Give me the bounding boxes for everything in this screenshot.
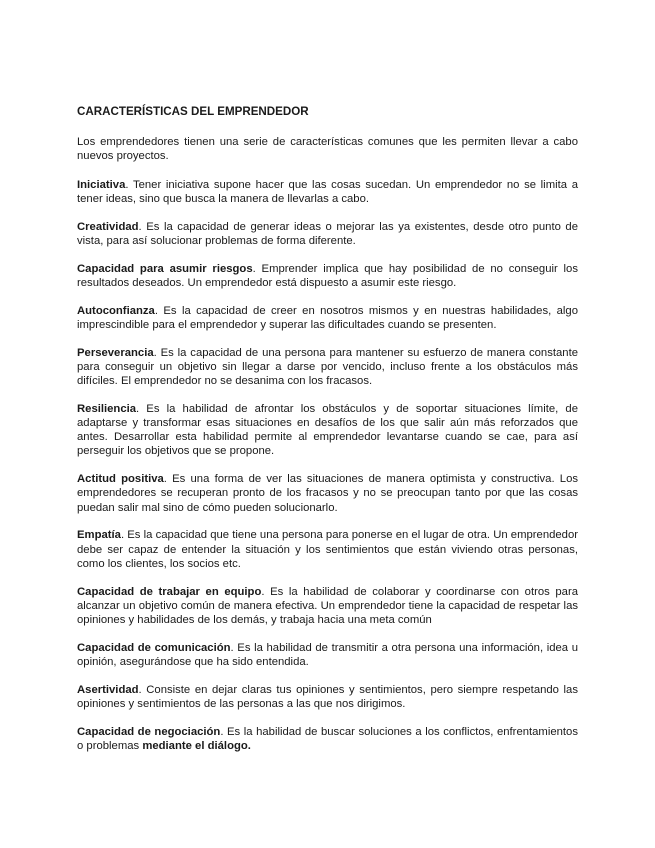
characteristic-empatia [77, 528, 578, 571]
term-description: . Es la capacidad de generar ideas o mejorar las ya existentes, desde otro punto de vista, para así solucionar problemas de forma diferente. [77, 220, 578, 247]
term-description: . Es la capacidad de creer en nosotros mismos y en nuestras habilidades, algo imprescindible para el emprendedor y superar las dificultades cuando se presenten. [77, 304, 578, 331]
characteristic-perseverancia [77, 346, 578, 389]
term-description: . Es la capacidad de una persona para mantener su esfuerzo de manera constante para conseguir un objetivo sin llegar a darse por vencido, incluso frente a los obstáculos más difíciles. El emprendedor no se desanima con los fracasos. [77, 346, 578, 388]
term-label: Resiliencia [77, 402, 137, 415]
term-label: Capacidad de comunicación [77, 641, 231, 654]
term-label: Capacidad para asumir riesgos [77, 262, 253, 275]
characteristic-negociacion [77, 725, 578, 753]
characteristic-asertividad [77, 683, 578, 711]
term-description: . Es la habilidad de colaborar y coordinarse con otros para alcanzar un objetivo común de manera efectiva. Un emprendedor tiene la capacidad de respetar las opiniones y habilidades de los demás, y trabaja hacia una meta común [77, 585, 578, 627]
term-label: Capacidad de trabajar en equipo [77, 585, 262, 598]
document-title: CARACTERÍSTICAS DEL EMPRENDEDOR [77, 105, 309, 118]
term-label: Asertividad [77, 683, 139, 696]
intro-paragraph: Los emprendedores tienen una serie de características comunes que les permiten llevar a cabo nuevos proyectos. [77, 136, 578, 163]
characteristic-trabajo-equipo [77, 585, 578, 628]
characteristic-iniciativa [77, 178, 578, 206]
document-page [77, 105, 578, 767]
term-description: . Tener iniciativa supone hacer que las cosas sucedan. Un emprendedor no se limita a tener ideas, sino que busca la manera de llevarlas a cabo. [77, 178, 578, 205]
term-emphasis: mediante el diálogo. [142, 740, 251, 753]
term-label: Empatía [77, 529, 121, 542]
term-label: Creatividad [77, 220, 139, 233]
characteristic-actitud-positiva [77, 472, 578, 515]
term-description: . Emprender implica que hay posibilidad de no conseguir los resultados deseados. Un emprendedor está dispuesto a asumir este riesgo. [77, 262, 578, 289]
term-label: Capacidad de negociación [77, 725, 221, 738]
term-description: . Es la habilidad de transmitir a otra persona una información, idea u opinión, asegurándose que ha sido entendida. [77, 641, 578, 669]
term-description: . Consiste en dejar claras tus opiniones y sentimientos, pero siempre respetando las opiniones y sentimientos de las personas a las que nos dirigimos. [77, 683, 578, 711]
characteristic-riesgos [77, 262, 578, 290]
term-label: Perseverancia [77, 346, 154, 359]
term-description: . Es la habilidad de afrontar los obstáculos y de soportar situaciones límite, de adaptarse y transformar esas situaciones en desafíos de los que salir aún más reforzados que antes. Desarrollar esta habilidad permite al emprendedor levantarse cuando se cae, para así perseguir los objetivos que se propone. [77, 402, 578, 458]
term-label: Iniciativa [77, 178, 126, 191]
term-label: Autoconfianza [77, 304, 155, 317]
characteristic-resiliencia [77, 402, 578, 459]
term-label: Actitud positiva [77, 473, 164, 486]
term-description: . Es la habilidad de buscar soluciones a los conflictos, enfrentamientos o problemas [77, 725, 578, 753]
term-description: . Es la capacidad que tiene una persona para ponerse en el lugar de otra. Un emprendedor debe ser capaz de entender la situación y los sentimientos que están viviendo otras personas, como los clientes, los socios etc. [77, 529, 578, 570]
term-description: . Es una forma de ver las situaciones de manera optimista y constructiva. Los emprendedores se recuperan pronto de los fracasos y no se preocupan tanto por que las cosas puedan salir mal sino de cómo pueden solucionarlo. [77, 473, 578, 514]
characteristic-comunicacion [77, 641, 578, 669]
characteristic-creatividad [77, 220, 578, 248]
characteristic-autoconfianza [77, 304, 578, 332]
